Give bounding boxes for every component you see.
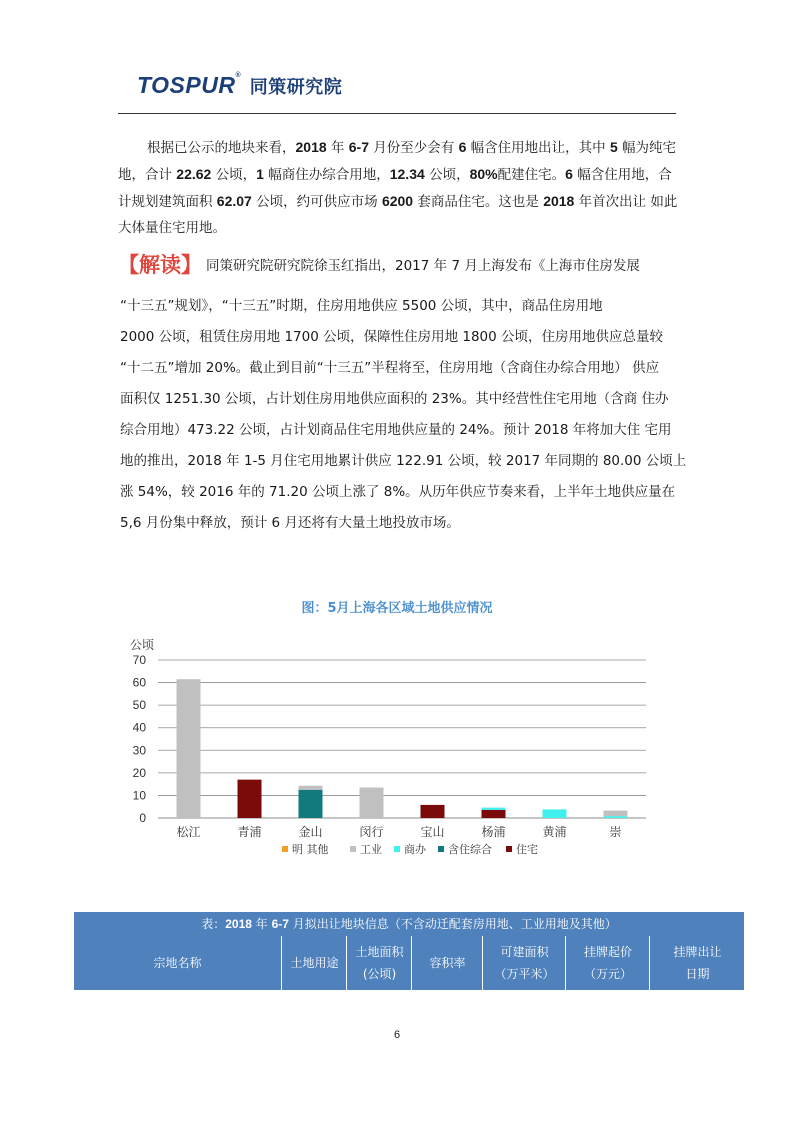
y-tick-label: 50 — [132, 698, 146, 713]
bar-segment — [482, 810, 506, 818]
registered-mark: ® — [235, 72, 242, 79]
y-tick-label: 60 — [132, 675, 146, 690]
legend-swatch — [350, 846, 356, 852]
y-tick-label: 30 — [132, 743, 146, 758]
legend-swatch — [282, 846, 288, 852]
interpretation-line: “十二五”增加 20%。截止到目前“十三五”半程将至，住房用地（含商住办综合用地） 供应 — [120, 360, 660, 376]
bar-segment — [299, 786, 323, 790]
legend-label: 工业 — [360, 843, 382, 856]
bar-segment — [299, 790, 323, 818]
column-header-land-area: 土地面积 (公顷) — [346, 936, 412, 990]
x-tick-label: 黄浦 — [542, 825, 567, 839]
y-tick-label: 40 — [132, 720, 146, 735]
interpretation-line: 面积仅 1251.30 公顷，占计划住房用地供应面积的 23%。其中经营性住宅用地（含商 住办 — [120, 391, 669, 407]
logo-brand: TOSPUR — [137, 72, 236, 98]
bar-segment — [421, 805, 445, 818]
interpretation-tag: 【解读】 — [118, 253, 202, 277]
legend-label: 含住综合 — [448, 843, 492, 856]
column-header-plot-ratio: 容积率 — [411, 936, 483, 990]
column-header-buildable-area: 可建面积 （万平米） — [482, 936, 566, 990]
bar-segment — [604, 816, 628, 818]
column-header-parcel-name: 宗地名称 — [153, 956, 202, 970]
column-header-starting-price: 挂牌起价 （万元） — [565, 936, 650, 990]
x-tick-label: 松江 — [176, 825, 201, 839]
x-tick-label: 崇 — [609, 825, 622, 839]
table-title: 表：2018 年 6-7 月拟出让地块信息（不含动迁配套房用地、工业用地及其他） — [201, 917, 617, 931]
bar-segment — [238, 780, 262, 818]
page-number: 6 — [393, 1029, 401, 1041]
interpretation-heading-line — [118, 249, 698, 279]
x-tick-label: 杨浦 — [481, 825, 506, 839]
interpretation-line: 同策研究院研究院徐玉红指出，2017 年 7 月上海发布《上海市住房发展 — [206, 258, 640, 274]
bar-segment — [543, 809, 567, 818]
x-tick-label: 青浦 — [237, 825, 262, 839]
legend-label: 商办 — [404, 843, 426, 856]
interpretation-line: 2000 公顷，租赁住房用地 1700 公顷，保障性住房用地 1800 公顷，住房用地供应总量较 — [120, 329, 664, 345]
logo-org-name: 同策研究院 — [249, 77, 343, 97]
legend-swatch — [438, 846, 444, 852]
legend-label: 明 其他 — [292, 843, 329, 856]
bar-segment — [482, 808, 506, 810]
y-tick-label: 0 — [139, 811, 146, 825]
legend-swatch — [506, 846, 512, 852]
legend-label: 住宅 — [516, 843, 538, 856]
y-axis-label: 公顷 — [130, 638, 155, 652]
x-tick-label: 宝山 — [420, 825, 445, 839]
interpretation-line: “十三五”规划》，“十三五”时期，住房用地供应 5500 公顷，其中，商品住房用地 — [120, 298, 603, 314]
x-tick-label: 金山 — [298, 825, 323, 839]
y-tick-label: 70 — [132, 653, 146, 667]
bar-segment — [177, 679, 201, 818]
interpretation-line: 综合用地）473.22 公顷，占计划商品住宅用地供应量的 24%。预计 2018 年将加大住 宅用 — [120, 422, 672, 438]
legend-swatch — [394, 846, 400, 852]
bar-segment — [360, 788, 384, 818]
x-tick-label: 闵行 — [359, 825, 384, 839]
column-header-listing-date: 挂牌出让 日期 — [649, 936, 745, 990]
intro-paragraph: 根据已公示的地块来看，2018 年 6-7 月份至少会有 6 幅含住用地出让，其中 5 幅为纯宅地，合计 22.62 公顷，1 幅商住办综合用地，12.34 公顷，80%配建住宅。6 幅含住用地，合计规划建筑面积 62.07 公顷，约可供应市场 6200 套商品住宅。这也是 2018 年首次出让 如此大体量住宅用地。 — [118, 139, 678, 236]
chart-title: 图：5月上海各区域土地供应情况 — [301, 601, 493, 616]
land-supply-bar-chart — [120, 630, 660, 870]
y-tick-label: 10 — [132, 788, 146, 803]
land-info-table-header — [74, 912, 744, 990]
interpretation-line: 涨 54%，较 2016 年的 71.20 公顷上涨了 8%。从历年供应节奏来看，上半年土地供应量在 — [120, 484, 676, 500]
company-logo — [137, 72, 342, 99]
y-tick-label: 20 — [132, 765, 146, 780]
column-header-land-use: 土地用途 — [281, 936, 347, 990]
header-divider — [118, 113, 676, 114]
interpretation-line: 地的推出，2018 年 1-5 月住宅用地累计供应 122.91 公顷，较 2017 年同期的 80.00 公顷上 — [120, 453, 687, 469]
interpretation-line: 5,6 月份集中释放，预计 6 月还将有大量土地投放市场。 — [120, 515, 460, 531]
bar-segment — [604, 811, 628, 817]
